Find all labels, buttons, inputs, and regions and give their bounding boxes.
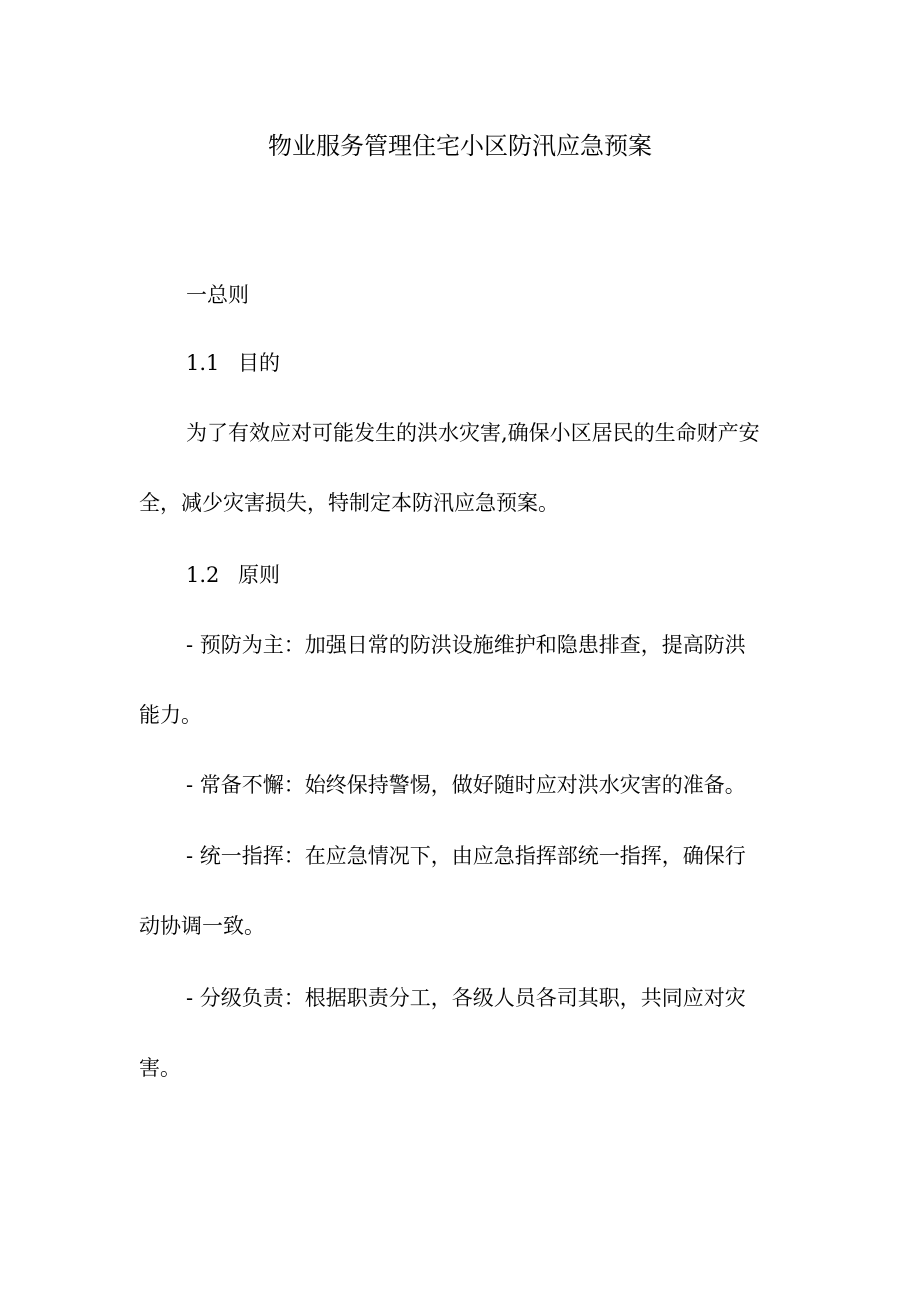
paragraph-line: 为了有效应对可能发生的洪水灾害,确保小区居民的生命财产安 xyxy=(186,421,760,445)
section-number: 1.2 xyxy=(186,563,220,587)
principle-item-line: 动协调一致。 xyxy=(139,914,265,938)
section-principles-heading xyxy=(186,560,280,590)
principle-item-line: 能力。 xyxy=(139,703,202,727)
paragraph-line: 全，减少灾害损失，特制定本防汛应急预案。 xyxy=(139,491,559,515)
section-number: 1.1 xyxy=(186,351,220,375)
section-general-heading: 一总则 xyxy=(186,283,249,307)
principle-item-line: - 常备不懈：始终保持警惕，做好随时应对洪水灾害的准备。 xyxy=(186,773,746,797)
principle-item-line: 害。 xyxy=(139,1056,181,1080)
principle-item-line: - 预防为主：加强日常的防洪设施维护和隐患排查，提高防洪 xyxy=(186,633,746,657)
section-title: 原则 xyxy=(238,563,280,587)
document-title: 物业服务管理住宅小区防汛应急预案 xyxy=(268,132,652,160)
principle-item-line: - 统一指挥：在应急情况下，由应急指挥部统一指挥，确保行 xyxy=(186,844,746,868)
section-purpose-heading xyxy=(186,348,280,378)
principle-item-line: - 分级负责：根据职责分工，各级人员各司其职，共同应对灾 xyxy=(186,986,746,1010)
section-title: 目的 xyxy=(238,351,280,375)
